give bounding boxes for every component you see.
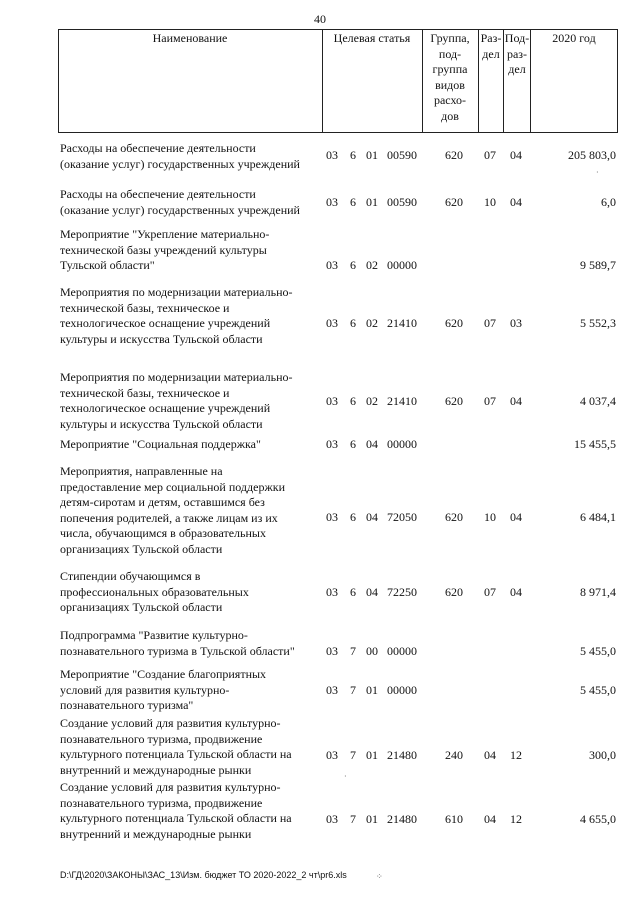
row-name-line: Мероприятие "Создание благоприятных: [60, 667, 267, 681]
header-line: группа: [432, 62, 468, 76]
target-article-subprogram: 7: [350, 644, 356, 658]
target-article-program: 03: [326, 437, 338, 451]
header-line: дел: [482, 46, 500, 61]
target-article-event: 04: [366, 585, 378, 599]
target-article-subprogram: 6: [350, 510, 356, 524]
scan-speck: ⁘: [376, 872, 383, 881]
razdel-value: 04: [484, 812, 496, 826]
target-article-program: 03: [326, 510, 338, 524]
row-name-line: познавательного туризма": [60, 698, 194, 712]
target-article-event: 02: [366, 258, 378, 272]
podrazdel-value: 03: [510, 316, 522, 330]
row-name-line: Расходы на обеспечение деятельности: [60, 141, 256, 155]
row-name-line: технической базы, техническое и: [60, 385, 230, 400]
row-name-line: Мероприятия по модернизации материально-: [60, 285, 293, 299]
razdel-value: 07: [484, 148, 496, 162]
amount-2020: 15 455,5: [574, 437, 616, 451]
row-name-line: культуры и искусства Тульской области: [60, 331, 263, 346]
podrazdel-value: 04: [510, 510, 522, 524]
target-article-subprogram: 6: [350, 316, 356, 330]
row-name-line: Расходы на обеспечение деятельности: [60, 187, 256, 201]
row-name-line: числа, обучающимся в образовательных: [60, 526, 266, 540]
target-article-program: 03: [326, 683, 338, 697]
row-name-line: Создание условий для развития культурно-: [60, 780, 281, 794]
target-article-event: 02: [366, 316, 378, 330]
header-line: дов: [441, 108, 459, 123]
row-name-line: технической базы учреждений культуры: [60, 242, 267, 257]
amount-2020: 5 455,0: [580, 644, 616, 658]
row-name-line: культуры и искусства Тульской области: [60, 416, 263, 431]
target-article-direction: 72050: [387, 510, 417, 524]
target-article-direction: 21480: [387, 812, 417, 826]
target-article-subprogram: 7: [350, 748, 356, 762]
file-path-footer: D:\ГД\2020\ЗАКОНЫ\ЗАС_13\Изм. бюджет ТО 2020-2022_2 чт\pr6.xls: [60, 870, 347, 880]
header-line: раз-: [506, 46, 528, 61]
target-article-subprogram: 6: [350, 394, 356, 408]
row-name-line: Мероприятия по модернизации материально-: [60, 370, 293, 384]
target-article-program: 03: [326, 148, 338, 162]
scan-speck: ·: [344, 772, 347, 781]
target-article-direction: 21410: [387, 394, 417, 408]
razdel-value: 04: [484, 748, 496, 762]
expense-group-value: 620: [445, 316, 463, 330]
row-name-line: культурного потенциала Тульской области на: [60, 747, 292, 761]
amount-2020: 6,0: [601, 195, 616, 209]
row-name-line: (оказание услуг) государственных учреждений: [60, 202, 300, 217]
header-line: расхо-: [433, 93, 467, 107]
row-name-line: (оказание услуг) государственных учреждений: [60, 156, 300, 171]
header-target-article: Целевая статья: [333, 31, 411, 45]
target-article-event: 01: [366, 148, 378, 162]
expense-group-value: 240: [445, 748, 463, 762]
expense-group-value: 620: [445, 585, 463, 599]
expense-group-value: 610: [445, 812, 463, 826]
target-article-subprogram: 6: [350, 148, 356, 162]
header-line: дел: [508, 62, 526, 76]
row-name-line: культурного потенциала Тульской области на: [60, 811, 292, 825]
row-name-line: познавательного туризма, продвижение: [60, 731, 263, 746]
scan-speck: ·: [596, 168, 599, 177]
row-name-line: Мероприятие "Укрепление материально-: [60, 227, 270, 241]
target-article-subprogram: 6: [350, 195, 356, 209]
amount-2020: 8 971,4: [580, 585, 616, 599]
amount-2020: 205 803,0: [568, 148, 616, 162]
target-article-event: 01: [366, 748, 378, 762]
target-article-program: 03: [326, 394, 338, 408]
row-name-line: попечения родителей, а также лицам из их: [60, 510, 278, 525]
amount-2020: 4 655,0: [580, 812, 616, 826]
header-line: Группа,: [430, 31, 470, 45]
header-podrazdel: [504, 31, 530, 78]
razdel-value: 07: [484, 316, 496, 330]
header-line: Раз-: [480, 31, 502, 45]
row-name-line: технологическое оснащение учреждений: [60, 401, 271, 415]
row-name-line: Тульской области": [60, 258, 155, 272]
target-article-program: 03: [326, 195, 338, 209]
target-article-program: 03: [326, 644, 338, 658]
target-article-direction: 00000: [387, 644, 417, 658]
row-name-line: детям-сиротам и детям, оставшимся без: [60, 495, 265, 509]
header-line: под-: [438, 46, 462, 61]
page-number: 40: [314, 12, 326, 26]
amount-2020: 5 552,3: [580, 316, 616, 330]
target-article-program: 03: [326, 748, 338, 762]
header-line: видов: [435, 77, 465, 92]
target-article-event: 01: [366, 683, 378, 697]
podrazdel-value: 04: [510, 195, 522, 209]
target-article-subprogram: 7: [350, 812, 356, 826]
target-article-subprogram: 6: [350, 437, 356, 451]
target-article-direction: 21410: [387, 316, 417, 330]
header-name: Наименование: [152, 31, 228, 45]
podrazdel-value: 04: [510, 585, 522, 599]
expense-group-value: 620: [445, 195, 463, 209]
amount-2020: 6 484,1: [580, 510, 616, 524]
target-article-program: 03: [326, 316, 338, 330]
row-name-line: Мероприятия, направленные на: [60, 464, 223, 478]
razdel-value: 10: [484, 510, 496, 524]
row-name-line: организациях Тульской области: [60, 541, 223, 556]
header-razdel: [479, 31, 503, 62]
expense-group-value: 620: [445, 148, 463, 162]
target-article-direction: 00590: [387, 148, 417, 162]
target-article-event: 00: [366, 644, 378, 658]
target-article-direction: 00590: [387, 195, 417, 209]
row-name-line: внутренний и международные рынки: [60, 826, 252, 841]
target-article-event: 01: [366, 812, 378, 826]
target-article-event: 02: [366, 394, 378, 408]
row-name-line: предоставление мер социальной поддержки: [60, 479, 286, 494]
row-name-line: организациях Тульской области: [60, 600, 223, 614]
target-article-subprogram: 7: [350, 683, 356, 697]
target-article-subprogram: 6: [350, 585, 356, 599]
podrazdel-value: 04: [510, 394, 522, 408]
target-article-direction: 00000: [387, 437, 417, 451]
razdel-value: 07: [484, 585, 496, 599]
row-name-line: познавательного туризма в Тульской области": [60, 643, 295, 658]
amount-2020: 5 455,0: [580, 683, 616, 697]
target-article-program: 03: [326, 258, 338, 272]
expense-group-value: 620: [445, 394, 463, 408]
target-article-program: 03: [326, 812, 338, 826]
amount-2020: 4 037,4: [580, 394, 616, 408]
target-article-event: 04: [366, 510, 378, 524]
podrazdel-value: 12: [510, 812, 522, 826]
target-article-event: 04: [366, 437, 378, 451]
razdel-value: 10: [484, 195, 496, 209]
target-article-direction: 21480: [387, 748, 417, 762]
podrazdel-value: 04: [510, 148, 522, 162]
row-name-line: технической базы, техническое и: [60, 300, 230, 315]
header-expense-group: [423, 31, 477, 124]
amount-2020: 300,0: [589, 748, 616, 762]
razdel-value: 07: [484, 394, 496, 408]
amount-2020: 9 589,7: [580, 258, 616, 272]
target-article-program: 03: [326, 585, 338, 599]
row-name-line: Создание условий для развития культурно-: [60, 716, 281, 730]
row-name-line: технологическое оснащение учреждений: [60, 316, 271, 330]
row-name-line: профессиональных образовательных: [60, 584, 249, 599]
row-name-line: внутренний и международные рынки: [60, 762, 252, 777]
row-name-line: Мероприятие "Социальная поддержка": [60, 437, 261, 451]
target-article-event: 01: [366, 195, 378, 209]
target-article-direction: 00000: [387, 258, 417, 272]
row-name-line: Подпрограмма "Развитие культурно-: [60, 628, 248, 642]
expense-group-value: 620: [445, 510, 463, 524]
podrazdel-value: 12: [510, 748, 522, 762]
header-year: 2020 год: [552, 31, 596, 45]
target-article-direction: 72250: [387, 585, 417, 599]
row-name-line: Стипендии обучающимся в: [60, 569, 201, 583]
row-name-line: условий для развития культурно-: [60, 682, 230, 697]
header-line: Под-: [504, 31, 530, 45]
row-name-line: познавательного туризма, продвижение: [60, 795, 263, 810]
target-article-direction: 00000: [387, 683, 417, 697]
target-article-subprogram: 6: [350, 258, 356, 272]
